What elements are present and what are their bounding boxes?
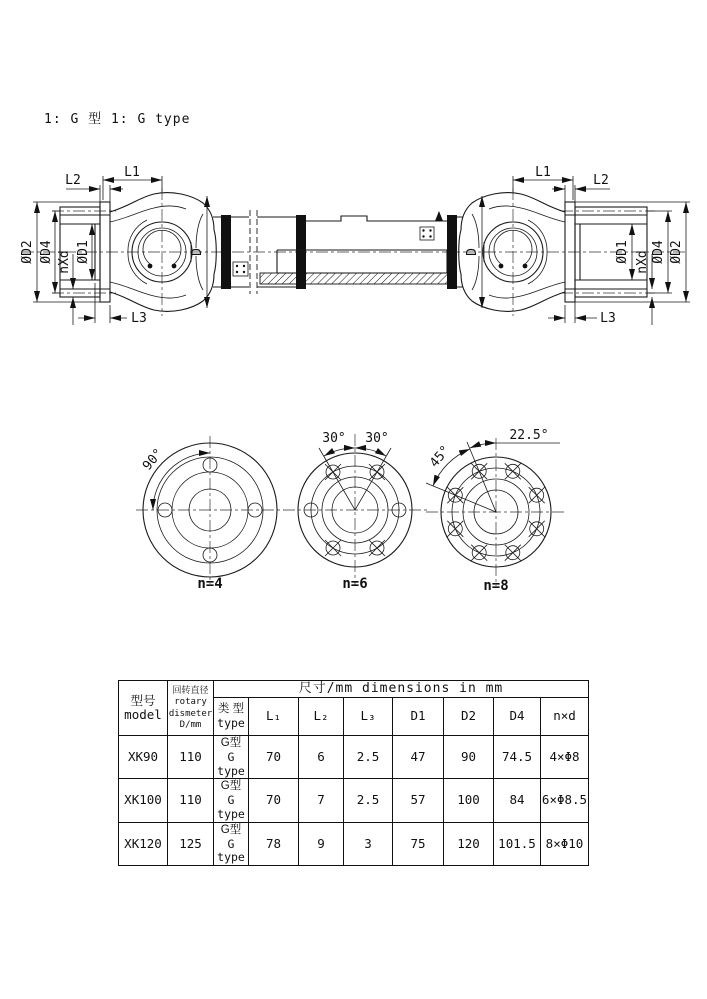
cell-nxd: 8×Φ10	[541, 822, 589, 865]
dimensions-right	[465, 165, 690, 326]
header-col-nxd: n×d	[541, 698, 589, 736]
header-col-l3: L₃	[344, 698, 393, 736]
cell-model: XK100	[119, 779, 168, 822]
cell-l3: 3	[344, 822, 393, 865]
header-model-en: model	[124, 707, 162, 722]
cell-type-zh: G型	[220, 780, 242, 793]
dimensions-left	[20, 165, 207, 326]
angle-label-45: 45°	[427, 442, 454, 471]
cell-d2: 90	[444, 736, 494, 779]
dim-d2-right: ØD2	[669, 240, 684, 264]
flange-view-n8	[426, 428, 566, 594]
dim-nxd-right: nXd	[635, 250, 650, 274]
cell-d1: 75	[393, 822, 444, 865]
flange-view-n6	[283, 431, 427, 592]
cell-l2: 7	[299, 779, 344, 822]
header-rotary-diameter	[168, 681, 214, 736]
cell-type	[214, 736, 249, 779]
cell-l1: 70	[249, 736, 299, 779]
view-label-n8: n=8	[483, 578, 509, 594]
header-col-d2: D2	[444, 698, 494, 736]
dim-d2-left: ØD2	[20, 240, 35, 264]
cell-type	[214, 822, 249, 865]
dim-l1-left: L1	[124, 165, 140, 180]
header-col-l2: L₂	[299, 698, 344, 736]
dim-d1-right: ØD1	[615, 240, 630, 264]
cell-d2: 120	[444, 822, 494, 865]
cell-d1: 47	[393, 736, 444, 779]
angle-label-30-left: 30°	[322, 431, 346, 446]
cell-l1: 78	[249, 822, 299, 865]
angle-label-22-5: 22.5°	[509, 428, 549, 443]
cell-rotary: 110	[168, 736, 214, 779]
header-model-zh: 型号	[130, 693, 156, 708]
angle-label-90: 90°	[140, 445, 167, 474]
cell-model: XK90	[119, 736, 168, 779]
cell-rotary: 110	[168, 779, 214, 822]
grease-fitting-left	[233, 262, 248, 276]
cell-d4: 101.5	[494, 822, 541, 865]
grease-fitting-right	[420, 227, 434, 240]
table-row-xk120	[119, 822, 589, 865]
cell-l1: 70	[249, 779, 299, 822]
cell-l3: 2.5	[344, 736, 393, 779]
dim-d4-left: ØD4	[39, 240, 54, 264]
flange-view-n4	[136, 436, 284, 592]
cell-model: XK120	[119, 822, 168, 865]
dim-l1-right: L1	[535, 165, 551, 180]
view-label-n4: n=4	[197, 576, 223, 592]
direction-arrow	[435, 211, 443, 221]
header-col-d1: D1	[393, 698, 444, 736]
cell-type-en: G type	[217, 749, 245, 778]
header-model	[119, 681, 168, 736]
header-rotary-zh: 回转直径	[172, 685, 209, 695]
cell-type-en: G type	[217, 793, 245, 821]
dim-l2-right: L2	[593, 173, 609, 188]
header-type-zh: 类 型	[217, 703, 245, 716]
cell-d4: 84	[494, 779, 541, 822]
cell-l3: 2.5	[344, 779, 393, 822]
table-row-xk90	[119, 736, 589, 779]
view-label-n6: n=6	[342, 576, 368, 592]
table-row-xk100	[119, 779, 589, 822]
dim-d1-left: ØD1	[76, 240, 91, 264]
header-type-en: type	[217, 716, 245, 730]
header-col-l1: L₁	[249, 698, 299, 736]
cell-nxd: 4×Φ8	[541, 736, 589, 779]
header-rotary-en2: dismeter	[168, 708, 213, 719]
dim-d-right: D	[465, 248, 480, 256]
dimension-table	[118, 680, 589, 866]
dim-l2-left: L2	[65, 173, 81, 188]
cell-l2: 6	[299, 736, 344, 779]
dim-l3-left: L3	[131, 311, 147, 326]
cell-type	[214, 779, 249, 822]
cell-d1: 57	[393, 779, 444, 822]
header-col-d4: D4	[494, 698, 541, 736]
cell-d4: 74.5	[494, 736, 541, 779]
dim-d4-right: ØD4	[651, 240, 666, 264]
cell-d2: 100	[444, 779, 494, 822]
cell-type-zh: G型	[220, 823, 242, 836]
header-dimensions-title: 尺寸/mm dimensions in mm	[214, 681, 589, 698]
cell-nxd: 6×Φ8.5	[541, 779, 589, 822]
cell-type-en: G type	[217, 836, 245, 865]
dim-l3-right: L3	[600, 311, 616, 326]
header-rotary-en3: D/mm	[179, 719, 202, 730]
cell-l2: 9	[299, 822, 344, 865]
cell-type-zh: G型	[220, 737, 242, 749]
cell-rotary: 125	[168, 822, 214, 865]
figure-title: 1: G 型 1: G type	[44, 112, 191, 127]
shaft-assembly-drawing	[20, 165, 690, 326]
dim-d-left: D	[190, 248, 205, 256]
header-type	[214, 698, 249, 736]
angle-label-30-right: 30°	[365, 431, 389, 446]
dim-nxd-left: nXd	[57, 250, 72, 274]
header-rotary-en1: rotary	[174, 697, 207, 708]
